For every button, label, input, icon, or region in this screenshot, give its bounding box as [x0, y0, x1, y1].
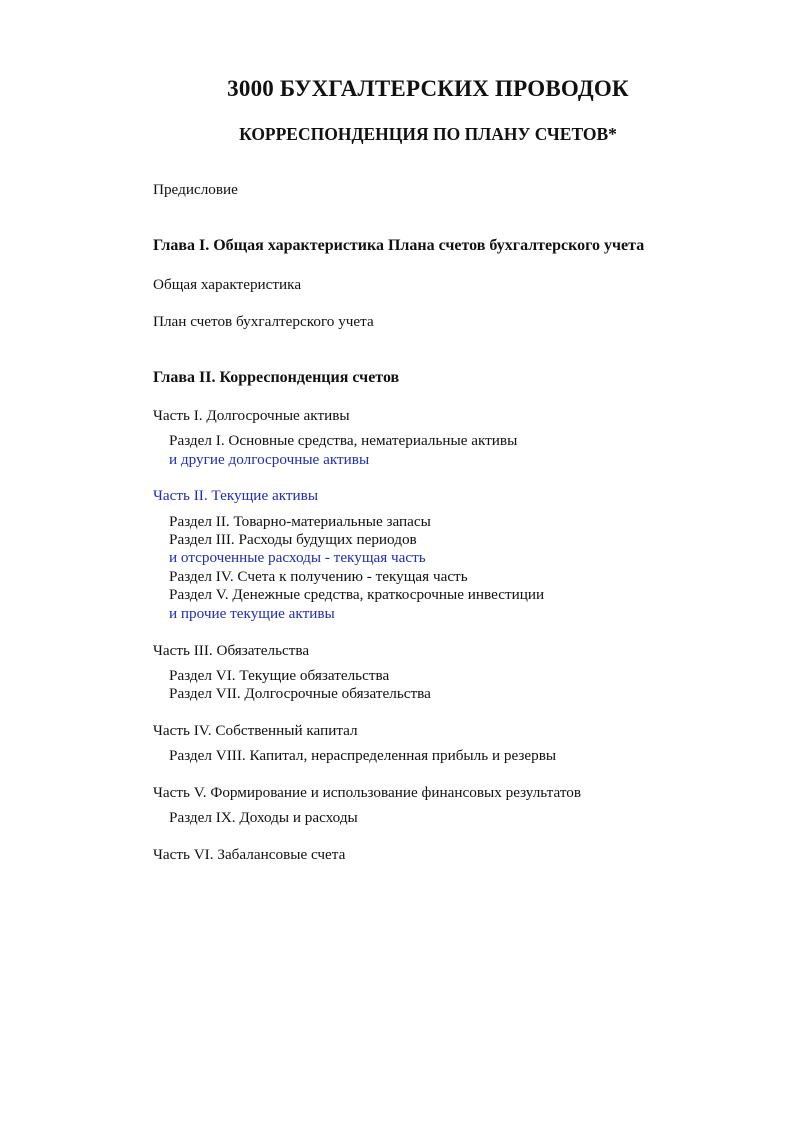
- section-7[interactable]: Раздел VII. Долгосрочные обязательства: [169, 685, 431, 702]
- chapter-2-heading[interactable]: Глава II. Корреспонденция счетов: [153, 369, 400, 386]
- document-subtitle: КОРРЕСПОНДЕНЦИЯ ПО ПЛАНУ СЧЕТОВ*: [239, 124, 617, 144]
- section-9[interactable]: Раздел IX. Доходы и расходы: [169, 809, 358, 826]
- section-1-line-1[interactable]: Раздел I. Основные средства, нематериальные активы: [169, 432, 518, 449]
- section-5-line-1[interactable]: Раздел V. Денежные средства, краткосрочные инвестиции: [169, 586, 545, 603]
- part-1-label[interactable]: Часть I. Долгосрочные активы: [153, 407, 350, 424]
- part-5-label[interactable]: Часть V. Формирование и использование финансовых результатов: [153, 784, 582, 801]
- section-8[interactable]: Раздел VIII. Капитал, нераспределенная прибыль и резервы: [169, 747, 557, 764]
- document-title: 3000 БУХГАЛТЕРСКИХ ПРОВОДОК: [227, 76, 629, 101]
- part-6-label[interactable]: Часть VI. Забалансовые счета: [153, 846, 346, 863]
- section-1-line-2-link[interactable]: и другие долгосрочные активы: [169, 451, 370, 468]
- section-6[interactable]: Раздел VI. Текущие обязательства: [169, 667, 390, 684]
- section-5-line-2-link[interactable]: и прочие текущие активы: [169, 605, 335, 622]
- part-2-label-link[interactable]: Часть II. Текущие активы: [153, 487, 319, 504]
- toc-preface[interactable]: Предисловие: [153, 181, 238, 198]
- section-3-line-1[interactable]: Раздел III. Расходы будущих периодов: [169, 531, 417, 548]
- section-3-line-2-link[interactable]: и отсроченные расходы - текущая часть: [169, 549, 426, 566]
- section-4[interactable]: Раздел IV. Счета к получению - текущая часть: [169, 568, 468, 585]
- part-3-label[interactable]: Часть III. Обязательства: [153, 642, 310, 659]
- part-4-label[interactable]: Часть IV. Собственный капитал: [153, 722, 358, 739]
- toc-item-chart-of-accounts[interactable]: План счетов бухгалтерского учета: [153, 313, 374, 330]
- toc-item-general[interactable]: Общая характеристика: [153, 276, 302, 293]
- section-2[interactable]: Раздел II. Товарно-материальные запасы: [169, 513, 431, 530]
- chapter-1-heading[interactable]: Глава I. Общая характеристика Плана счетов бухгалтерского учета: [153, 237, 645, 254]
